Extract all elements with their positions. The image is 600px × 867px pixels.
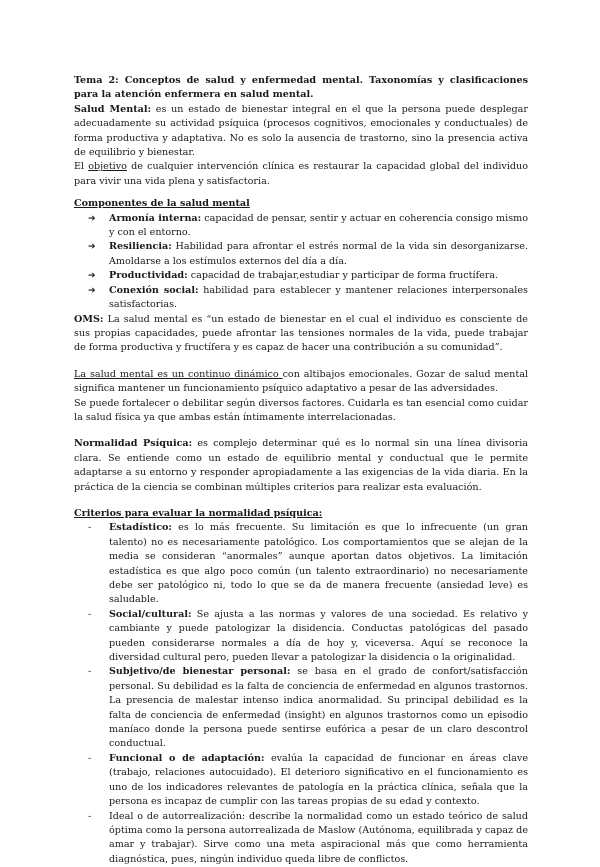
arrow-icon: ➔: [88, 284, 96, 298]
oms-paragraph: [74, 313, 528, 356]
continuo-underlined: La salud mental es un continuo dinámico: [74, 369, 283, 380]
componentes-list: [74, 212, 528, 313]
list-item: [88, 284, 528, 313]
normalidad-paragraph: [74, 437, 528, 495]
list-item: [88, 521, 528, 607]
arrow-icon: ➔: [88, 212, 96, 226]
salud-mental-paragraph: [74, 103, 528, 161]
oms-text: La salud mental es “un estado de bienestar en el cual el individuo es consciente de sus propias capacidades, puede afrontar las tensiones normales de la vida, puede trabajar de forma productiva y fructífera y es capaz de hacer una contribución a su comunidad”.: [74, 314, 528, 354]
item-desc: Se ajusta a las normas y valores de una sociedad. Es relativo y cambiante y puede patologizar la disidencia. Conductas patológicas del pasado pueden considerarse normales a día de hoy y, viceversa. Aquí se reconoce la diversidad cultural pero, pueden llevar a patologizar la disidencia o la originalidad.: [109, 609, 528, 663]
item-desc: Ideal o de autorrealización: describe la normalidad como un estado teórico de salud óptima como la persona autorrealizada de Maslow (Autónoma, equilibrada y capaz de amar y trabajar). Sirve como una meta aspiracional más que como herramienta diagnóstica, pues, ningún individuo queda libre de conflictos.: [109, 811, 528, 865]
item-desc: capacidad de trabajar,estudiar y participar de forma fructífera.: [188, 270, 499, 281]
objetivo-word: objetivo: [88, 161, 127, 172]
dash-marker: -: [88, 665, 91, 679]
item-term: Funcional o de adaptación:: [109, 753, 265, 764]
item-desc: se basa en el grado de confort/satisfacción personal. Su debilidad es la falta de conciencia de enfermedad en algunos trastornos. La presencia de malestar intenso indica anormalidad. Su principal debilidad es la falta de conciencia de enfermedad (insight) en algunos trastornos como un episodio maníaco donde la persona puede sentirse eufórica a pesar de un claro descontrol conductual.: [109, 666, 528, 749]
item-term: Armonía interna:: [109, 213, 201, 224]
item-desc: es lo más frecuente. Su limitación es que lo infrecuente (un gran talento) no es necesariamente patológico. Los comportamientos que se alejan de la media se consideran “anormales” aunque aportan datos objetivos. La limitación estadística es que algo poco común (un talento extraordinario) no necesariamente debe ser patológico ni, todo lo que se da de manera frecuente (ansiedad leve) es saludable.: [109, 522, 528, 605]
list-item: [88, 810, 528, 867]
item-term: Conexión social:: [109, 285, 199, 296]
objetivo-pre: El: [74, 161, 88, 172]
continuo-paragraph: [74, 368, 528, 397]
criterios-heading: Criterios para evaluar la normalidad psíquica:: [74, 507, 528, 521]
salud-mental-label: Salud Mental:: [74, 104, 151, 115]
list-item: [88, 269, 528, 283]
salud-mental-text: es un estado de bienestar integral en el que la persona puede desplegar adecuadamente su actividad psíquica (procesos cognitivos, emocionales y conductuales) de forma productiva y adaptativa. No es solo la ausencia de trastorno, sino la presencia activa de equilibrio y bienestar.: [74, 104, 528, 158]
dash-marker: -: [88, 752, 91, 766]
criterios-list: [74, 521, 528, 867]
objetivo-post: de cualquier intervención clínica es restaurar la capacidad global del individuo para vivir una vida plena y satisfactoria.: [74, 161, 528, 186]
oms-label: OMS:: [74, 314, 103, 325]
dash-marker: -: [88, 810, 91, 824]
list-item: [88, 212, 528, 241]
item-desc: habilidad para establecer y mantener relaciones interpersonales satisfactorias.: [109, 285, 528, 310]
document-title: Tema 2: Conceptos de salud y enfermedad mental. Taxonomías y clasificaciones para la atención enfermera en salud mental.: [74, 74, 528, 103]
list-item: [88, 665, 528, 751]
componentes-heading: Componentes de la salud mental: [74, 197, 528, 211]
arrow-icon: ➔: [88, 240, 96, 254]
list-item: [88, 752, 528, 810]
continuo-paragraph-2: Se puede fortalecer o debilitar según diversos factores. Cuidarla es tan esencial como cuidar la salud física ya que ambas están íntimamente interrelacionadas.: [74, 397, 528, 426]
document-page: [74, 74, 528, 867]
item-term: Social/cultural:: [109, 609, 192, 620]
item-term: Productividad:: [109, 270, 188, 281]
item-desc: evalúa la capacidad de funcionar en áreas clave (trabajo, relaciones autocuidado). El deterioro significativo en el funcionamiento es uno de los indicadores relevantes de patología en la práctica clínica, señala que la persona es incapaz de cumplir con las tareas propias de su edad y contexto.: [109, 753, 528, 807]
item-term: Resiliencia:: [109, 241, 172, 252]
dash-marker: -: [88, 521, 91, 535]
normalidad-text: es complejo determinar qué es lo normal sin una línea divisoria clara. Se entiende como un estado de equilibrio mental y conductual que le permite adaptarse a su entorno y responder apropiadamente a las exigencias de la vida diaria. En la práctica de la ciencia se combinan múltiples criterios para realizar esta evaluación.: [74, 438, 528, 492]
objetivo-paragraph: [74, 160, 528, 189]
normalidad-label: Normalidad Psíquica:: [74, 438, 192, 449]
item-desc: Habilidad para afrontar el estrés normal de la vida sin desorganizarse. Amoldarse a los estímulos externos del día a día.: [109, 241, 528, 266]
item-desc: capacidad de pensar, sentir y actuar en coherencia consigo mismo y con el entorno.: [109, 213, 528, 238]
list-item: [88, 240, 528, 269]
arrow-icon: ➔: [88, 269, 96, 283]
continuo-text: con altibajos emocionales. Gozar de salud mental significa mantener un funcionamiento psíquico adaptativo a pesar de las adversidades.: [74, 369, 528, 394]
item-term: Estadístico:: [109, 522, 172, 533]
item-term: Subjetivo/de bienestar personal:: [109, 666, 290, 677]
list-item: [88, 608, 528, 666]
dash-marker: -: [88, 608, 91, 622]
